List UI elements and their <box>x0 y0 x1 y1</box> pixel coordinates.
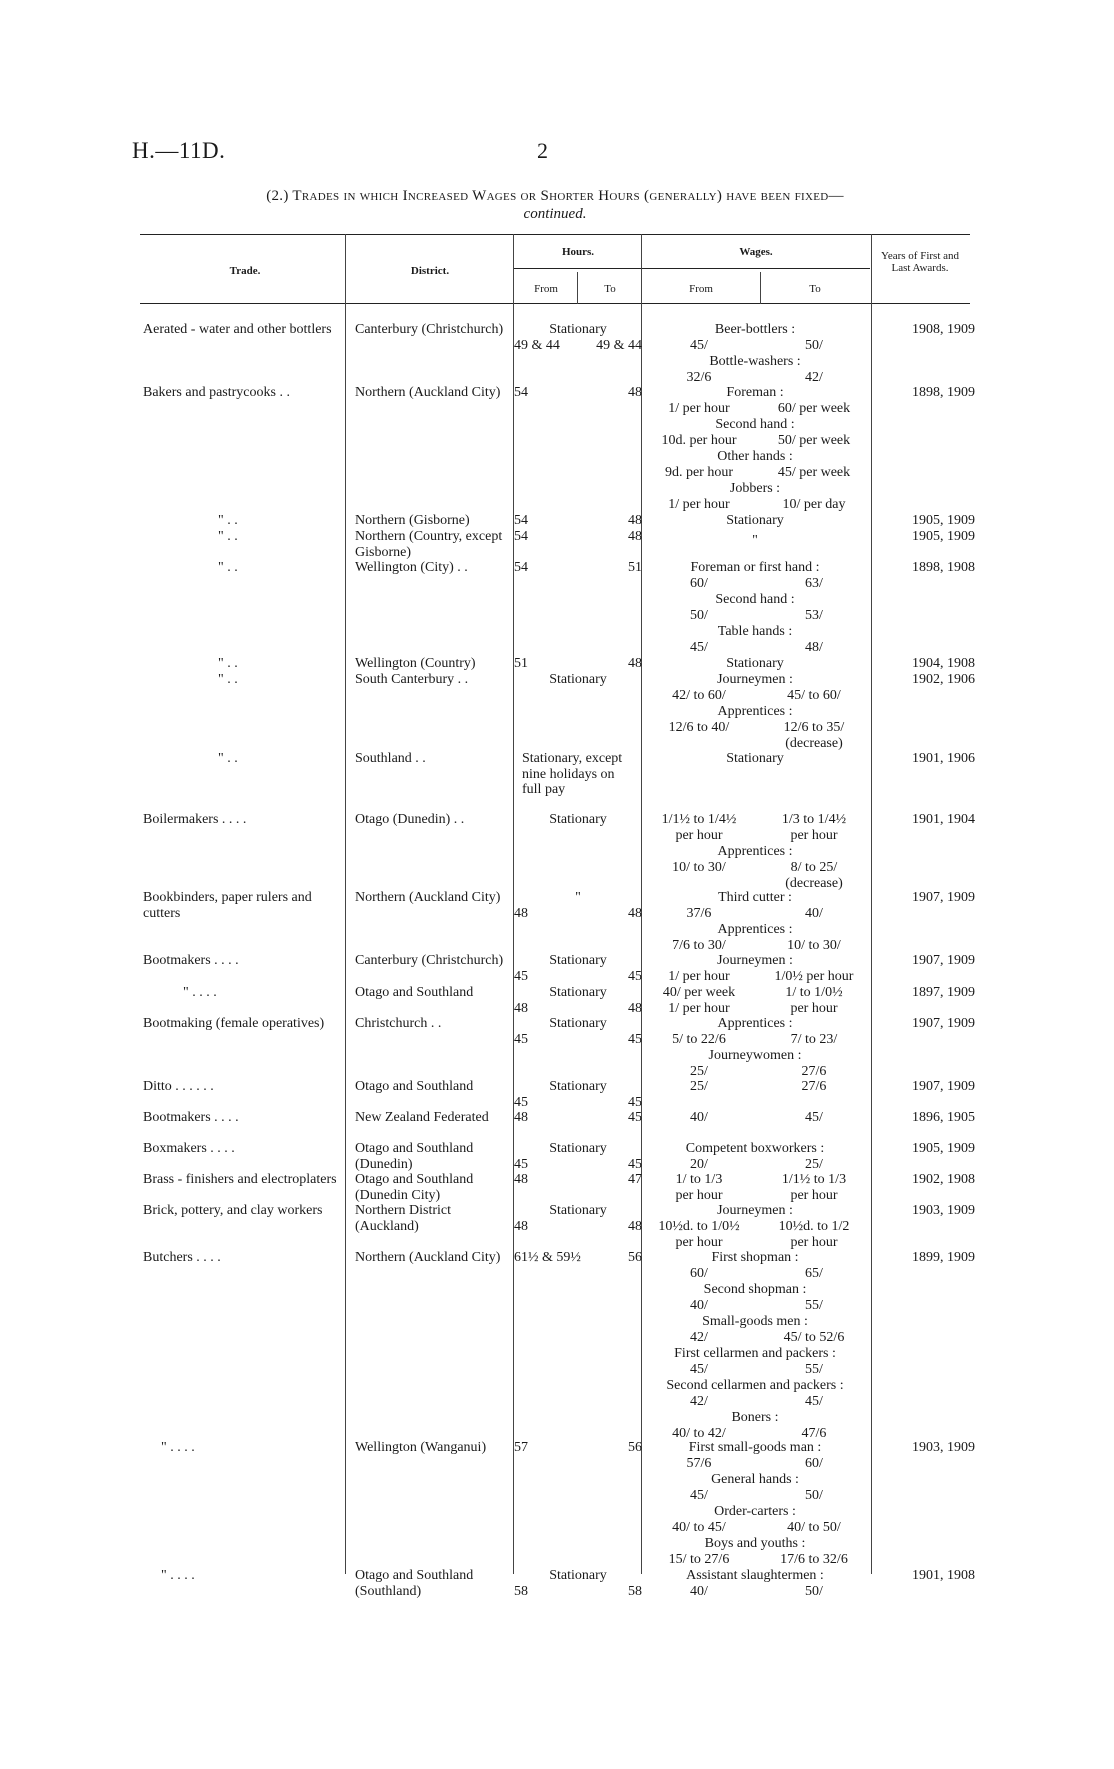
wage-to: 25/ <box>805 1157 823 1172</box>
trade-cell: Bookbinders, paper rulers and cutters <box>143 890 312 921</box>
wage-to: 45/ to 52/6 <box>783 1330 845 1345</box>
hours-ditto: " <box>575 890 581 905</box>
wage-to: 40/ <box>805 906 823 921</box>
wage-from: 15/ to 27/6 <box>668 1552 730 1567</box>
wage-to: 60/ per week <box>777 401 851 416</box>
hours-label: Stationary <box>549 953 607 968</box>
wage-label: Order-carters : <box>714 1504 796 1519</box>
hours-to: 45 <box>628 1110 642 1125</box>
trade-cell: " . . . . <box>161 1440 195 1455</box>
col-divider-1 <box>345 234 346 1574</box>
header-district: District. <box>410 265 450 277</box>
wage-to: 50/ <box>805 338 823 353</box>
wage-to-note: (decrease) <box>785 736 843 751</box>
district-cell: Northern District (Auckland) <box>355 1203 452 1234</box>
wage-from: 1/1½ to 1/4½ <box>661 812 737 827</box>
wage-label: Stationary <box>726 751 784 766</box>
hours-from: 48 <box>514 1001 528 1016</box>
header-years: Years of First and Last Awards. <box>880 250 960 274</box>
trade-cell: " . . <box>218 529 238 544</box>
wage-from: 42/ <box>690 1394 708 1409</box>
wage-from: 10½d. to 1/0½ <box>658 1219 740 1234</box>
hours-to: 58 <box>628 1584 642 1599</box>
header-wages: Wages. <box>739 246 773 258</box>
years-cell: 1901, 1904 <box>912 812 975 827</box>
wage-label: First small-goods man : <box>688 1440 822 1455</box>
district-cell: Otago and Southland <box>355 1079 474 1094</box>
wage-from: 40/ <box>690 1110 708 1125</box>
wage-to-unit: per hour <box>790 1235 838 1250</box>
header-hours-to: To <box>604 283 616 295</box>
district-cell: South Canterbury . . <box>355 672 469 687</box>
hours-from: 54 <box>514 513 528 528</box>
district-cell: Wellington (Country) <box>355 656 476 671</box>
wage-to: 17/6 to 32/6 <box>780 1552 848 1567</box>
wage-to: 60/ <box>805 1456 823 1471</box>
wage-to: 27/6 <box>801 1064 827 1079</box>
years-cell: 1907, 1909 <box>912 890 975 905</box>
wage-label: General hands : <box>711 1472 799 1487</box>
years-cell: 1898, 1908 <box>912 560 975 575</box>
district-cell: Northern (Auckland City) <box>355 1250 501 1265</box>
wage-from: 1/ to 1/3 <box>675 1172 723 1187</box>
wage-to: 48/ <box>805 640 823 655</box>
years-cell: 1902, 1906 <box>912 672 975 687</box>
district-cell: Southland . . <box>355 751 426 766</box>
wage-to: 55/ <box>805 1298 823 1313</box>
years-cell: 1901, 1906 <box>912 751 975 766</box>
wage-to-unit: per hour <box>790 1188 838 1203</box>
wage-to: 10/ to 30/ <box>787 938 841 953</box>
hours-from: 54 <box>514 385 528 400</box>
years-cell: 1907, 1909 <box>912 1079 975 1094</box>
wage-label: Journeymen : <box>717 953 793 968</box>
wage-to: 53/ <box>805 608 823 623</box>
years-cell: 1896, 1905 <box>912 1110 975 1125</box>
hours-to: 45 <box>628 1032 642 1047</box>
header-hours-from: From <box>534 283 558 295</box>
trade-cell: " . . . . <box>161 1568 195 1583</box>
wage-to: 45/ <box>805 1394 823 1409</box>
wage-label: Boners : <box>731 1410 779 1425</box>
trade-cell: Bakers and pastrycooks . . <box>143 385 290 400</box>
years-cell: 1905, 1909 <box>912 513 975 528</box>
hours-from: 48 <box>514 906 528 921</box>
wage-to-unit: per hour <box>790 1001 838 1016</box>
district-cell: Northern (Gisborne) <box>355 513 470 528</box>
hours-to: 48 <box>628 385 642 400</box>
wage-from: 57/6 <box>686 1456 712 1471</box>
wage-to: 45/ <box>805 1110 823 1125</box>
hours-from: 48 <box>514 1110 528 1125</box>
wage-from: 50/ <box>690 608 708 623</box>
wage-from: 60/ <box>690 1266 708 1281</box>
years-cell: 1904, 1908 <box>912 656 975 671</box>
wage-to: 63/ <box>805 576 823 591</box>
wage-from: 10d. per hour <box>661 433 737 448</box>
trade-cell: " . . <box>218 560 238 575</box>
trade-cell: Bootmakers . . . . <box>143 953 239 968</box>
trade-cell: Brass - finishers and electroplaters <box>143 1172 337 1187</box>
hours-from: 58 <box>514 1584 528 1599</box>
wage-to-unit: per hour <box>790 828 838 843</box>
wage-to: 40/ to 50/ <box>787 1520 841 1535</box>
hours-from: 49 & 44 <box>514 338 560 353</box>
hours-from: 57 <box>514 1440 528 1455</box>
wage-label: Bottle-washers : <box>709 354 801 369</box>
wage-label: Jobbers : <box>729 481 781 496</box>
hours-label: Stationary <box>549 985 607 1000</box>
district-cell: Otago and Southland (Southland) <box>355 1568 474 1599</box>
hours-to: 48 <box>628 529 642 544</box>
years-cell: 1905, 1909 <box>912 529 975 544</box>
header-wages-from: From <box>689 283 713 295</box>
years-cell: 1901, 1908 <box>912 1568 975 1583</box>
district-cell: Northern (Country, except Gisborne) <box>355 529 503 560</box>
trade-cell: Boilermakers . . . . <box>143 812 247 827</box>
wage-from: 1/ per hour <box>668 1001 730 1016</box>
years-cell: 1902, 1908 <box>912 1172 975 1187</box>
district-cell: Wellington (City) . . <box>355 560 468 575</box>
wage-to: 8/ to 25/ <box>790 860 838 875</box>
hours-to: 48 <box>628 1219 642 1234</box>
wage-from-unit: per hour <box>675 1235 723 1250</box>
wage-from: 37/6 <box>686 906 712 921</box>
wage-to: 7/ to 23/ <box>790 1032 838 1047</box>
header-hours: Hours. <box>561 246 595 258</box>
wage-to-note: (decrease) <box>785 876 843 891</box>
hours-to: 45 <box>628 1157 642 1172</box>
years-cell: 1907, 1909 <box>912 953 975 968</box>
years-cell: 1903, 1909 <box>912 1440 975 1455</box>
wage-from: 5/ to 22/6 <box>672 1032 726 1047</box>
wage-from: 45/ <box>690 338 708 353</box>
hours-to: 56 <box>628 1250 642 1265</box>
years-cell: 1899, 1909 <box>912 1250 975 1265</box>
wage-label: Journeymen : <box>717 1203 793 1218</box>
trade-cell: Brick, pottery, and clay workers <box>143 1203 323 1218</box>
header-wages-to: To <box>809 283 821 295</box>
hours-label: Stationary <box>549 1568 607 1583</box>
hours-to: 48 <box>628 906 642 921</box>
hours-label: Stationary <box>549 1203 607 1218</box>
page-number: 2 <box>537 138 548 163</box>
wage-from-unit: per hour <box>675 828 723 843</box>
trade-cell: " . . <box>218 656 238 671</box>
table-title-continued: continued. <box>523 206 587 222</box>
wage-to: 27/6 <box>801 1079 827 1094</box>
wage-from: 32/6 <box>686 370 712 385</box>
wage-to: 47/6 <box>801 1426 827 1441</box>
wage-label: First cellarmen and packers : <box>674 1346 836 1361</box>
hours-from: 54 <box>514 560 528 575</box>
hours-from: 45 <box>514 1032 528 1047</box>
hours-from: 48 <box>514 1172 528 1187</box>
wage-from: 12/6 to 40/ <box>668 720 730 735</box>
wage-label: Stationary <box>726 656 784 671</box>
years-cell: 1897, 1909 <box>912 985 975 1000</box>
years-cell: 1905, 1909 <box>912 1141 975 1156</box>
wage-to: 45/ per week <box>777 465 851 480</box>
wage-from: 7/6 to 30/ <box>672 938 726 953</box>
hours-from: 51 <box>514 656 528 671</box>
header-bottom-rule <box>140 303 970 304</box>
hours-label: Stationary <box>549 1016 607 1031</box>
trade-cell: Aerated - water and other bottlers <box>143 322 332 337</box>
wage-from: 1/ per hour <box>668 497 730 512</box>
hours-label: Stationary, except nine holidays on full pay <box>522 751 623 798</box>
trade-cell: Bootmaking (female operatives) <box>143 1016 325 1031</box>
wage-to: 50/ per week <box>777 433 851 448</box>
hours-to: 45 <box>628 1095 642 1110</box>
wage-from: 42/ to 60/ <box>672 688 726 703</box>
wage-to: 1/0½ per hour <box>774 969 854 984</box>
district-cell: Christchurch . . <box>355 1016 442 1031</box>
wage-from: 60/ <box>690 576 708 591</box>
district-cell: Canterbury (Christchurch) <box>355 322 504 337</box>
hours-from: 54 <box>514 529 528 544</box>
hours-to: 45 <box>628 969 642 984</box>
district-cell: Canterbury (Christchurch) <box>355 953 504 968</box>
hours-to: 49 & 44 <box>596 338 642 353</box>
district-cell: Northern (Auckland City) <box>355 385 501 400</box>
wage-from: 45/ <box>690 640 708 655</box>
table-top-rule <box>140 234 970 235</box>
wage-from: 45/ <box>690 1488 708 1503</box>
wage-label: Second hand : <box>715 592 795 607</box>
col-divider-4 <box>871 234 872 1574</box>
district-cell: Wellington (Wanganui) <box>355 1440 487 1455</box>
wage-label: Competent boxworkers : <box>685 1141 825 1156</box>
trade-cell: " . . <box>218 672 238 687</box>
wage-from: 40/ to 45/ <box>672 1520 726 1535</box>
wage-from: 40/ <box>690 1584 708 1599</box>
wage-label: Second cellarmen and packers : <box>666 1378 844 1393</box>
wage-label: Apprentices : <box>717 922 793 937</box>
district-cell: Otago and Southland (Dunedin) <box>355 1141 474 1172</box>
wage-to: 42/ <box>805 370 823 385</box>
wage-to: 65/ <box>805 1266 823 1281</box>
wage-label: Small-goods men : <box>702 1314 808 1329</box>
wage-to: 55/ <box>805 1362 823 1377</box>
years-cell: 1903, 1909 <box>912 1203 975 1218</box>
wage-label: Foreman : <box>726 385 784 400</box>
wage-label: Journeywomen : <box>708 1048 802 1063</box>
wage-label: Third cutter : <box>718 890 792 905</box>
trade-cell: " . . <box>218 751 238 766</box>
wage-to: 1/ to 1/0½ <box>785 985 843 1000</box>
wage-label: " <box>752 533 758 548</box>
trade-cell: Butchers . . . . <box>143 1250 221 1265</box>
wage-from: 9d. per hour <box>664 465 734 480</box>
hours-from: 48 <box>514 1219 528 1234</box>
wage-from: 25/ <box>690 1064 708 1079</box>
wage-label: First shopman : <box>711 1250 799 1265</box>
wage-from: 25/ <box>690 1079 708 1094</box>
trade-cell: Bootmakers . . . . <box>143 1110 239 1125</box>
years-cell: 1908, 1909 <box>912 322 975 337</box>
trade-cell: " . . <box>218 513 238 528</box>
hours-to: 51 <box>628 560 642 575</box>
wage-label: Second shopman : <box>703 1282 807 1297</box>
wage-label: Beer-bottlers : <box>714 322 796 337</box>
trade-cell: Boxmakers . . . . <box>143 1141 235 1156</box>
trade-cell: " . . . . <box>183 985 217 1000</box>
wage-label: Apprentices : <box>717 1016 793 1031</box>
wage-from: 1/ per hour <box>668 969 730 984</box>
hours-label: Stationary <box>549 1141 607 1156</box>
district-cell: Otago (Dunedin) . . <box>355 812 465 827</box>
wage-to: 1/3 to 1/4½ <box>781 812 847 827</box>
hours-from: 45 <box>514 969 528 984</box>
table-title: (2.) Trades in which Increased Wages or Shorter Hours (generally) have been fixed— <box>266 188 844 204</box>
trade-cell: Ditto . . . . . . <box>143 1079 214 1094</box>
wage-label: Journeymen : <box>717 672 793 687</box>
hours-to: 47 <box>628 1172 642 1187</box>
wage-label: Apprentices : <box>717 844 793 859</box>
years-cell: 1907, 1909 <box>912 1016 975 1031</box>
wage-from: 40/ <box>690 1298 708 1313</box>
district-cell: Otago and Southland <box>355 985 474 1000</box>
page-header-code: H.—11D. <box>132 138 226 163</box>
hours-from: 45 <box>514 1095 528 1110</box>
wage-label: Second hand : <box>715 417 795 432</box>
wage-to: 12/6 to 35/ <box>783 720 845 735</box>
district-cell: Otago and Southland (Dunedin City) <box>355 1172 474 1203</box>
wage-to: 50/ <box>805 1584 823 1599</box>
wage-to: 45/ to 60/ <box>787 688 841 703</box>
hours-subheader-rule <box>514 268 642 269</box>
wage-label: Boys and youths : <box>704 1536 806 1551</box>
wage-to: 50/ <box>805 1488 823 1503</box>
hours-from: 61½ & 59½ <box>514 1250 581 1265</box>
wage-from: 40/ to 42/ <box>672 1426 726 1441</box>
wage-from: 20/ <box>690 1157 708 1172</box>
wages-subheader-rule <box>642 268 870 269</box>
wage-label: Other hands : <box>717 449 793 464</box>
wage-to: 1/1½ to 1/3 <box>781 1172 847 1187</box>
wage-from: 40/ per week <box>662 985 736 1000</box>
hours-to: 56 <box>628 1440 642 1455</box>
hours-to: 48 <box>628 1001 642 1016</box>
wage-from: 10/ to 30/ <box>672 860 726 875</box>
wage-label: Stationary <box>726 513 784 528</box>
wage-label: Foreman or first hand : <box>690 560 820 575</box>
hours-label: Stationary <box>549 1079 607 1094</box>
hours-label: Stationary <box>549 812 607 827</box>
hours-from: 45 <box>514 1157 528 1172</box>
hours-to: 48 <box>628 656 642 671</box>
wage-from: 45/ <box>690 1362 708 1377</box>
wage-to: 10½d. to 1/2 <box>778 1219 850 1234</box>
wage-label: Assistant slaughtermen : <box>686 1568 824 1583</box>
wage-label: Apprentices : <box>717 704 793 719</box>
hours-label: Stationary <box>549 672 607 687</box>
wage-from: 1/ per hour <box>668 401 730 416</box>
district-cell: Northern (Auckland City) <box>355 890 501 905</box>
hours-to: 48 <box>628 513 642 528</box>
wage-from-unit: per hour <box>675 1188 723 1203</box>
wage-from: 42/ <box>690 1330 708 1345</box>
years-cell: 1898, 1909 <box>912 385 975 400</box>
hours-label: Stationary <box>549 322 607 337</box>
district-cell: New Zealand Federated <box>355 1110 489 1125</box>
header-trade: Trade. <box>229 265 261 277</box>
wage-to: 10/ per day <box>782 497 846 512</box>
wage-label: Table hands : <box>717 624 793 639</box>
